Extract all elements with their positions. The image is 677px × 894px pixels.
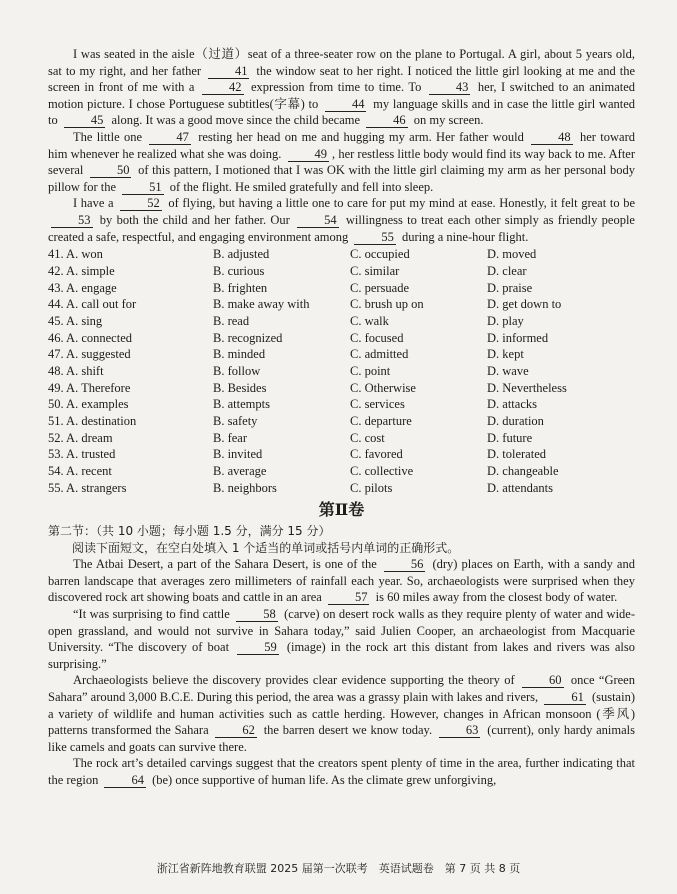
option-row (48, 280, 635, 297)
option-choice: D. moved (487, 247, 537, 262)
option-choice: C. departure (350, 414, 412, 428)
option-choice: 49. A. Therefore (48, 380, 131, 395)
option-choice: D. Nevertheless (487, 380, 567, 395)
option-choice: B. recognized (213, 330, 283, 345)
option-choice: D. kept (487, 347, 524, 362)
option-choice: 44. A. call out for (48, 297, 137, 312)
option-choice: C. collective (350, 464, 414, 479)
answer-blank: 60 (522, 674, 564, 688)
answer-blank: 51 (122, 181, 164, 195)
answer-blank: 45 (64, 114, 106, 128)
option-choice: C. Otherwise (350, 380, 416, 395)
answer-blank: 49 (288, 148, 330, 162)
answer-blank: 61 (544, 691, 586, 705)
option-choice: B. Besides (213, 380, 267, 395)
answer-blank: 63 (439, 724, 481, 738)
option-choice: B. safety (213, 414, 258, 428)
answer-blank: 62 (215, 724, 257, 738)
option-choice: 43. A. engage (48, 280, 117, 295)
answer-options (48, 246, 635, 496)
section-title: 第Ⅱ卷 (318, 500, 365, 520)
cloze-paragraph: I have a 52 of flying, but having a little one to care for put my mind at ease. Honestly, it felt great to be 53 by both the child and her father. Our 54 willingness to treat each other simply as friendly people created a safe, respectful, and engaging environment among 55 during a nine-hour flight. (48, 196, 636, 244)
option-row (48, 463, 635, 480)
option-choice: B. attempts (213, 397, 270, 412)
answer-blank: 52 (120, 197, 162, 211)
option-row (48, 330, 635, 347)
option-choice: B. make away with (213, 297, 310, 312)
option-choice: B. invited (213, 447, 263, 462)
option-choice: C. walk (350, 313, 389, 328)
option-choice: D. tolerated (487, 447, 547, 462)
option-choice: D. play (487, 313, 524, 328)
option-choice: C. favored (350, 447, 403, 462)
option-choice: B. neighbors (213, 480, 277, 495)
option-choice: 55. A. strangers (48, 480, 127, 495)
option-row (48, 380, 635, 397)
option-row (48, 480, 635, 497)
grammar-paragraph: “It was surprising to find cattle 58 (carve) on desert rock walls as they require plenty of water and wide-open grassland, and would not survive in Sahara today,” said Julien Cooper, an archaeologist from Macquarie University. “The discovery of boat 59 (image) in the rock art this distant from lakes and rivers was also surprising.” (48, 607, 636, 671)
option-choice: 42. A. simple (48, 263, 115, 278)
answer-blank: 54 (297, 214, 339, 228)
option-choice: C. cost (350, 430, 385, 445)
option-choice: D. attacks (487, 397, 537, 412)
answer-blank: 55 (354, 231, 396, 245)
option-choice: D. future (487, 430, 533, 445)
option-choice: C. point (350, 363, 391, 378)
option-choice: C. focused (350, 330, 404, 345)
option-choice: D. clear (487, 263, 527, 278)
answer-blank: 42 (202, 81, 244, 95)
option-choice: C. admitted (350, 347, 409, 362)
answer-blank: 58 (236, 608, 278, 622)
option-choice: D. changeable (487, 464, 559, 479)
option-choice: B. follow (213, 363, 261, 378)
option-choice: B. read (213, 313, 250, 328)
grammar-paragraph: The rock art’s detailed carvings suggest that the creators spent plenty of time in the area, further indicating that the region 64 (be) once supportive of human life. As the climate grew unforgiving, (48, 756, 635, 787)
answer-blank: 47 (149, 131, 191, 145)
option-row (48, 246, 635, 263)
option-choice: B. minded (213, 347, 266, 362)
option-choice: 45. A. sing (48, 313, 103, 328)
option-choice: B. adjusted (213, 247, 270, 262)
option-choice: C. similar (350, 263, 400, 278)
option-choice: D. duration (487, 414, 544, 428)
grammar-paragraph: The Atbai Desert, a part of the Sahara Desert, is one of the 56 (dry) places on Earth, with a sandy and barren landscape that averages zero millimeters of rainfall each year. So, archaeologists were surprised when they discovered rock art showing boats and cattle in an area 57 is 60 miles away from the closest body of water. (48, 557, 635, 605)
option-choice: D. praise (487, 280, 533, 295)
page-footer: 浙江省新阵地教育联盟 2025 届第一次联考 英语试题卷 第 7 页 共 8 页 (156, 862, 521, 875)
option-choice: 46. A. connected (48, 330, 133, 345)
answer-blank: 46 (366, 114, 408, 128)
answer-blank: 57 (328, 591, 370, 605)
option-choice: C. persuade (350, 280, 410, 295)
option-row (48, 346, 635, 363)
option-choice: B. average (213, 464, 267, 479)
answer-blank: 53 (51, 214, 93, 228)
option-choice: 41. A. won (48, 247, 103, 262)
answer-blank: 44 (325, 98, 367, 112)
answer-blank: 56 (384, 558, 426, 572)
option-row (48, 313, 635, 330)
option-choice: C. pilots (350, 480, 393, 495)
option-choice: D. get down to (487, 297, 562, 312)
option-choice: B. fear (213, 430, 248, 445)
cloze-paragraph: The little one 47 resting her head on me and hugging my arm. Her father would 48 her toward him whenever he realized what she was doing. 49 , her restless little body would find its way back to me. After several 50 of this pattern, I motioned that I was OK with the little girl claiming my arm as her personal body pillow for the 51 of the flight. He smiled gratefully and fell into sleep. (48, 129, 635, 194)
option-choice: 51. A. destination (48, 414, 137, 428)
section-instruction: 阅读下面短文，在空白处填入 1 个适当的单词或括号内单词的正确形式。 (72, 540, 460, 555)
option-row (48, 296, 635, 313)
answer-blank: 64 (104, 774, 146, 788)
section-heading: 第二节：（共 10 小题；每小题 1.5 分，满分 15 分） (48, 524, 331, 539)
option-row (48, 263, 635, 280)
option-row (48, 363, 635, 380)
grammar-paragraph: Archaeologists believe the discovery provides clear evidence supporting the theory of 60 once “Green Sahara” around 3,000 B.C.E. During this period, the area was a grassy plain with lakes and rivers, 61 (sustain) a variety of wildlife and human activities such as cattle herding. However, changes in African monsoon (季风) patterns transformed the Sahara 62 the barren desert we know today. 63 (current), only hardy animals like camels and goats can survive there. (48, 673, 635, 754)
answer-blank: 41 (208, 65, 250, 79)
option-choice: 47. A. suggested (48, 347, 131, 362)
option-choice: C. services (350, 397, 405, 412)
option-choice: B. frighten (213, 280, 268, 295)
cloze-paragraph: I was seated in the aisle（过道）seat of a three-seater row on the plane to Portugal. A girl, about 5 years old, sat to my right, and her father 41 the window seat to her right. I noticed the little girl looking at me and the screen in front of me with a 42 expression from time to time. To 43 her, I switched to an animated motion picture. I chose Portuguese subtitles(字幕) to 44 my language skills and in case the little girl wanted to 45 along. It was a good move since the child became 46 on my screen. (48, 47, 636, 128)
option-choice: 54. A. recent (48, 464, 112, 479)
option-choice: D. wave (487, 363, 529, 378)
option-row (48, 413, 635, 430)
option-row (48, 446, 635, 463)
exam-page (48, 46, 635, 789)
answer-blank: 50 (90, 164, 132, 178)
grammar-passage (48, 556, 635, 788)
option-choice: 50. A. examples (48, 397, 129, 412)
option-row (48, 396, 635, 413)
option-choice: D. attendants (487, 480, 553, 495)
answer-blank: 43 (429, 81, 471, 95)
option-choice: 52. A. dream (48, 430, 113, 445)
option-choice: B. curious (213, 263, 265, 278)
option-choice: C. occupied (350, 247, 410, 262)
answer-blank: 48 (531, 131, 573, 145)
answer-blank: 59 (237, 641, 279, 655)
option-choice: 48. A. shift (48, 363, 104, 378)
option-choice: 53. A. trusted (48, 447, 116, 462)
option-choice: C. brush up on (350, 297, 424, 312)
option-choice: D. informed (487, 330, 549, 345)
cloze-passage (48, 46, 635, 245)
option-row (48, 430, 635, 447)
